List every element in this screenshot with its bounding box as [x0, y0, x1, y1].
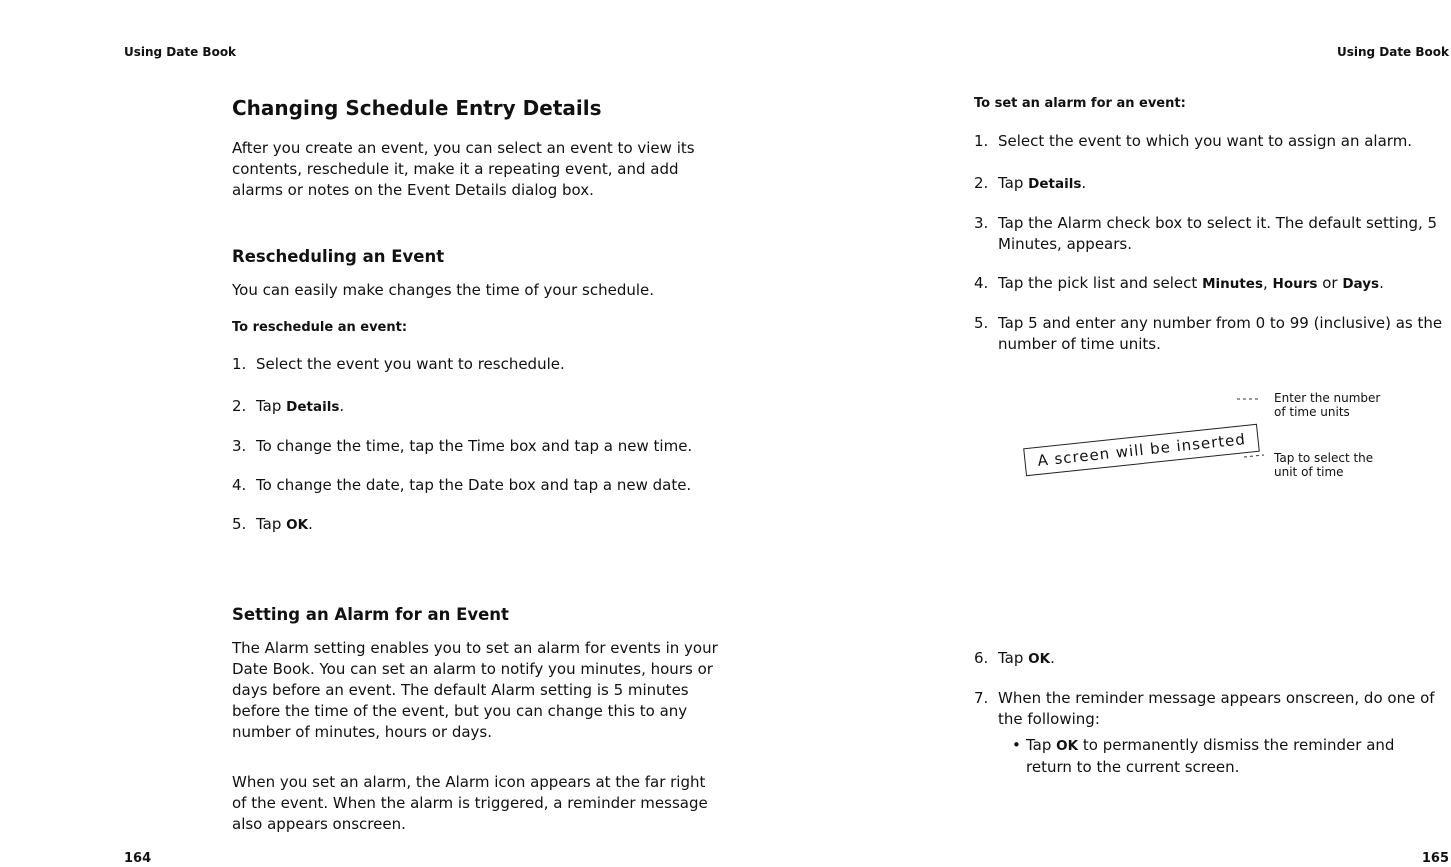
step-number: 7. — [974, 689, 989, 707]
alarm-step-6 — [974, 648, 1446, 670]
step-text — [256, 396, 702, 418]
step-text-part: . — [1081, 174, 1087, 192]
ui-term: Hours — [1272, 276, 1318, 292]
callout-enter-number — [1274, 391, 1380, 419]
step-number: 1. — [974, 132, 989, 150]
callout-select-unit — [1274, 451, 1373, 479]
step-text-part: . — [1050, 649, 1055, 667]
running-header-left: Using Date Book — [124, 45, 237, 59]
step-text: Tap the Alarm check box to select it. The default setting, 5 Minutes, appears. — [998, 214, 1438, 253]
ui-term: Days — [1342, 276, 1380, 292]
step-text: Tap 5 and enter any number from 0 to 99 (inclusive) as the number of time units. — [998, 314, 1443, 353]
ui-term: OK — [286, 517, 309, 533]
callout-line: Tap to select the — [1274, 451, 1374, 465]
step-text-part: or — [1317, 274, 1343, 292]
step-text: To change the date, tap the Date box and tap a new date. — [256, 476, 692, 494]
alarm-step-1 — [974, 131, 1446, 152]
screenshot-placeholder: A screen will be inserted — [1023, 424, 1260, 476]
step-number: 2. — [232, 397, 247, 415]
step-text-part: Tap — [256, 397, 287, 415]
reschedule-step-5 — [232, 514, 702, 536]
callout-line: of time units — [1274, 405, 1350, 419]
alarm-heading: Setting an Alarm for an Event — [232, 605, 509, 624]
running-header-right: Using Date Book — [1336, 45, 1449, 59]
alarm-steps — [974, 131, 1446, 355]
alarm-step-4 — [974, 273, 1446, 295]
step-text-part: Tap — [998, 649, 1029, 667]
step-text-part: . — [308, 515, 313, 533]
step-text-part: Tap — [998, 174, 1029, 192]
step-number: 4. — [232, 476, 247, 494]
step-text — [998, 648, 1446, 670]
callout-line: unit of time — [1274, 465, 1344, 479]
bullet-text — [1026, 735, 1432, 778]
step-text — [256, 514, 702, 536]
step-number: 3. — [974, 214, 989, 232]
step-number: 1. — [232, 355, 247, 373]
step-text-part: . — [1379, 274, 1384, 292]
reschedule-step-4 — [232, 475, 702, 496]
step-number: 2. — [974, 174, 989, 192]
step-text: Select the event you want to reschedule. — [256, 355, 565, 373]
ui-term: Details — [1028, 176, 1082, 192]
step-text: When the reminder message appears onscreen, do one of the following: — [998, 689, 1435, 728]
rescheduling-text: You can easily make changes the time of your schedule. — [232, 281, 655, 299]
step-text-part: Tap the pick list and select — [998, 274, 1203, 292]
alarm-step-3 — [974, 213, 1446, 255]
step-number: 5. — [232, 515, 247, 533]
step-number: 5. — [974, 314, 989, 332]
ui-term: OK — [1056, 738, 1079, 754]
step-number: 3. — [232, 437, 247, 455]
alarm-step-2 — [974, 173, 1446, 195]
step-text-part: . — [339, 397, 345, 415]
alarm-paragraph-1: The Alarm setting enables you to set an alarm for events in your Date Book. You can set an alarm to notify you minutes, hours or days before an event. The default Alarm setting is 5 minutes before the time of the event, but you can change this to any number of minutes, hours or days. — [232, 639, 718, 741]
ui-term: Details — [286, 399, 340, 415]
step-7-options — [1012, 735, 1432, 778]
alarm-step-5 — [974, 313, 1446, 355]
page-number-left: 164 — [124, 851, 152, 866]
intro-paragraph: After you create an event, you can select an event to view its contents, reschedule it, make it a repeating event, and add alarms or notes on the Event Details dialog box. — [232, 139, 695, 199]
step-number: 4. — [974, 274, 989, 292]
alarm-steps-continued — [974, 648, 1446, 730]
step-text-part: Tap — [256, 515, 287, 533]
step-text: Select the event to which you want to assign an alarm. — [998, 132, 1413, 150]
bullet-icon: • — [1012, 736, 1021, 754]
reschedule-step-1 — [232, 354, 702, 375]
step-text — [998, 173, 1446, 195]
ui-term: Minutes — [1202, 276, 1263, 292]
reschedule-procedure-title: To reschedule an event: — [232, 320, 408, 335]
bullet-text-part: Tap — [1026, 736, 1057, 754]
step-text: To change the time, tap the Time box and tap a new time. — [256, 437, 693, 455]
alarm-step-7 — [974, 688, 1446, 730]
step-number: 6. — [974, 649, 989, 667]
alarm-procedure-title: To set an alarm for an event: — [974, 96, 1186, 111]
option-dismiss — [1012, 735, 1432, 778]
callout-line: Enter the number — [1274, 391, 1381, 405]
page-title: Changing Schedule Entry Details — [232, 96, 602, 120]
bullet-text-part: to permanently dismiss the reminder and return to the current screen. — [1026, 736, 1395, 776]
alarm-paragraph-2: When you set an alarm, the Alarm icon appears at the far right of the event. When the alarm is triggered, a reminder message also appears onscreen. — [232, 773, 708, 833]
reschedule-step-2 — [232, 396, 702, 418]
reschedule-step-3 — [232, 436, 702, 457]
callout-leader-bottom — [1244, 455, 1264, 457]
step-text-part: , — [1263, 274, 1273, 292]
page-number-right: 165 — [1421, 851, 1449, 866]
reschedule-steps — [232, 354, 702, 536]
ui-term: OK — [1028, 651, 1051, 667]
rescheduling-heading: Rescheduling an Event — [232, 247, 445, 266]
step-text — [998, 273, 1446, 295]
